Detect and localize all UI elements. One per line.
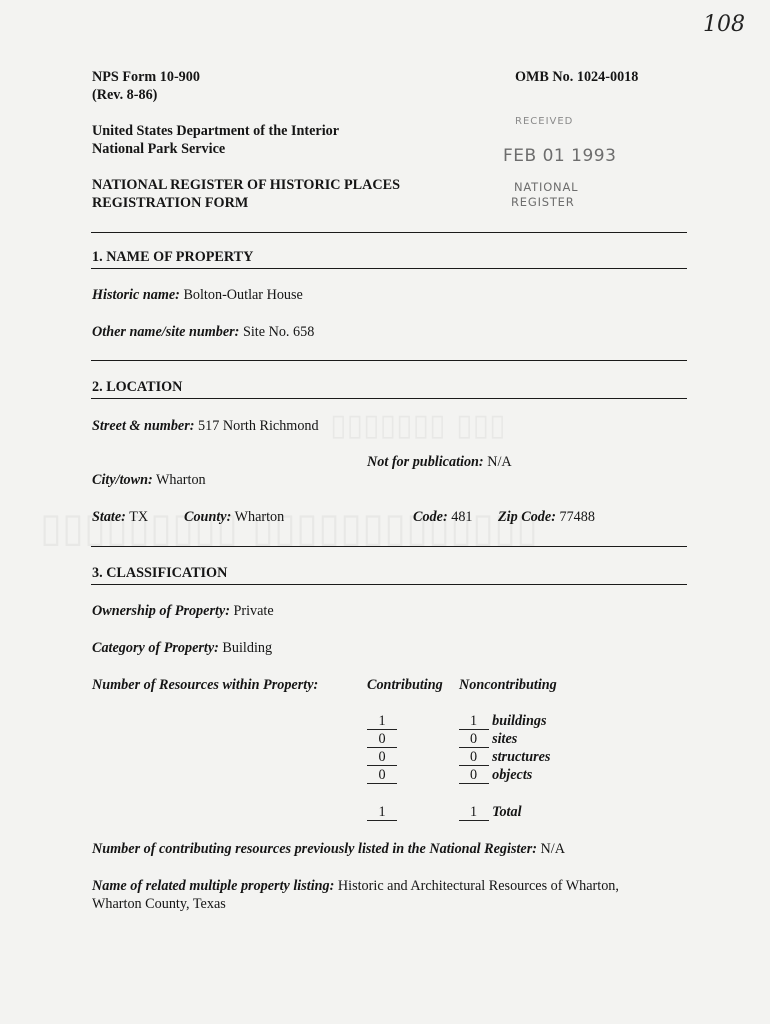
ownership-label: Ownership of Property:: [92, 603, 230, 619]
stamp-date: FEB 01 1993: [503, 146, 617, 166]
noncontributing-count: 0: [459, 731, 489, 748]
city-label: City/town:: [92, 472, 153, 488]
code-value: 481: [451, 509, 473, 525]
zip-row: [498, 508, 595, 526]
section-divider: [91, 584, 687, 585]
city-row: [92, 471, 206, 489]
code-row: [413, 508, 473, 526]
bleed-through-text: [330, 408, 506, 443]
section-divider: [91, 268, 687, 269]
noncontributing-total: 1: [459, 804, 489, 821]
multiple-property-listing-value-cont: Wharton County, Texas: [92, 896, 226, 912]
stamp-line-2: REGISTER: [511, 195, 575, 209]
form-title-line-2: REGISTRATION FORM: [92, 195, 249, 211]
form-title-line-1: NATIONAL REGISTER OF HISTORIC PLACES: [92, 177, 400, 193]
resource-row-sites: [367, 730, 517, 748]
other-name-label: Other name/site number:: [92, 324, 240, 340]
resource-type-label: objects: [492, 767, 533, 783]
street-value: 517 North Richmond: [198, 418, 319, 434]
total-label: Total: [492, 804, 522, 820]
category-value: Building: [222, 640, 273, 656]
other-name-value: Site No. 658: [242, 324, 315, 340]
form-revision: (Rev. 8-86): [92, 87, 158, 103]
section-divider: [91, 232, 687, 233]
category-row: [92, 639, 272, 657]
section-divider: [91, 398, 687, 399]
multiple-property-listing-row: [92, 877, 619, 895]
noncontributing-count: 0: [459, 749, 489, 766]
street-row: [92, 417, 319, 435]
stamp-line-1: NATIONAL: [514, 180, 579, 194]
code-label: Code:: [413, 509, 448, 525]
zip-label: Zip Code:: [498, 509, 556, 525]
contributing-count: 1: [367, 713, 397, 730]
resource-type-label: buildings: [492, 713, 547, 729]
resource-row-objects: [367, 766, 532, 784]
omb-number: OMB No. 1024-0018: [515, 69, 639, 85]
resource-row-buildings: [367, 712, 547, 730]
category-label: Category of Property:: [92, 640, 219, 656]
noncontributing-count: 1: [459, 713, 489, 730]
agency-name: National Park Service: [92, 141, 226, 157]
previously-listed-label: Number of contributing resources previously listed in the National Register:: [92, 841, 537, 857]
section-1-heading: 1. NAME OF PROPERTY: [92, 249, 254, 265]
historic-name-row: [92, 286, 303, 304]
zip-value: 77488: [559, 509, 595, 525]
resource-type-label: sites: [492, 731, 518, 747]
section-2-heading: 2. LOCATION: [92, 379, 183, 395]
noncontributing-column-header: Noncontributing: [459, 677, 557, 693]
resource-row-structures: [367, 748, 550, 766]
city-value: Wharton: [156, 472, 206, 488]
not-for-publication-value: N/A: [487, 454, 512, 470]
contributing-count: 0: [367, 749, 397, 766]
section-3-heading: 3. CLASSIFICATION: [92, 565, 228, 581]
previously-listed-row: [92, 840, 565, 858]
county-label: County:: [184, 509, 232, 525]
stamp-received-label: RECEIVED: [515, 116, 574, 127]
department-name: United States Department of the Interior: [92, 123, 340, 139]
historic-name-label: Historic name:: [92, 287, 180, 303]
state-value: TX: [129, 509, 149, 525]
multiple-property-listing-value: Historic and Architectural Resources of Wharton,: [337, 878, 619, 894]
other-name-row: [92, 323, 314, 341]
previously-listed-value: N/A: [540, 841, 565, 857]
multiple-property-listing-label: Name of related multiple property listing:: [92, 878, 335, 894]
ownership-value: Private: [233, 603, 274, 619]
noncontributing-count: 0: [459, 767, 489, 784]
resource-row-total: [367, 803, 522, 821]
contributing-count: 0: [367, 731, 397, 748]
form-number: NPS Form 10-900: [92, 69, 200, 85]
section-divider: [91, 360, 687, 361]
state-label: State:: [92, 509, 126, 525]
state-row: [92, 508, 148, 526]
resources-label: Number of Resources within Property:: [92, 677, 319, 693]
resource-type-label: structures: [492, 749, 551, 765]
ownership-row: [92, 602, 274, 620]
not-for-publication-row: [367, 453, 512, 471]
county-value: Wharton: [234, 509, 285, 525]
contributing-total: 1: [367, 804, 397, 821]
contributing-count: 0: [367, 767, 397, 784]
street-label: Street & number:: [92, 418, 195, 434]
county-row: [184, 508, 284, 526]
section-divider: [91, 546, 687, 547]
contributing-column-header: Contributing: [367, 677, 443, 693]
not-for-publication-label: Not for publication:: [367, 454, 484, 470]
handwritten-page-number: 108: [703, 12, 745, 37]
historic-name-value: Bolton-Outlar House: [183, 287, 303, 303]
